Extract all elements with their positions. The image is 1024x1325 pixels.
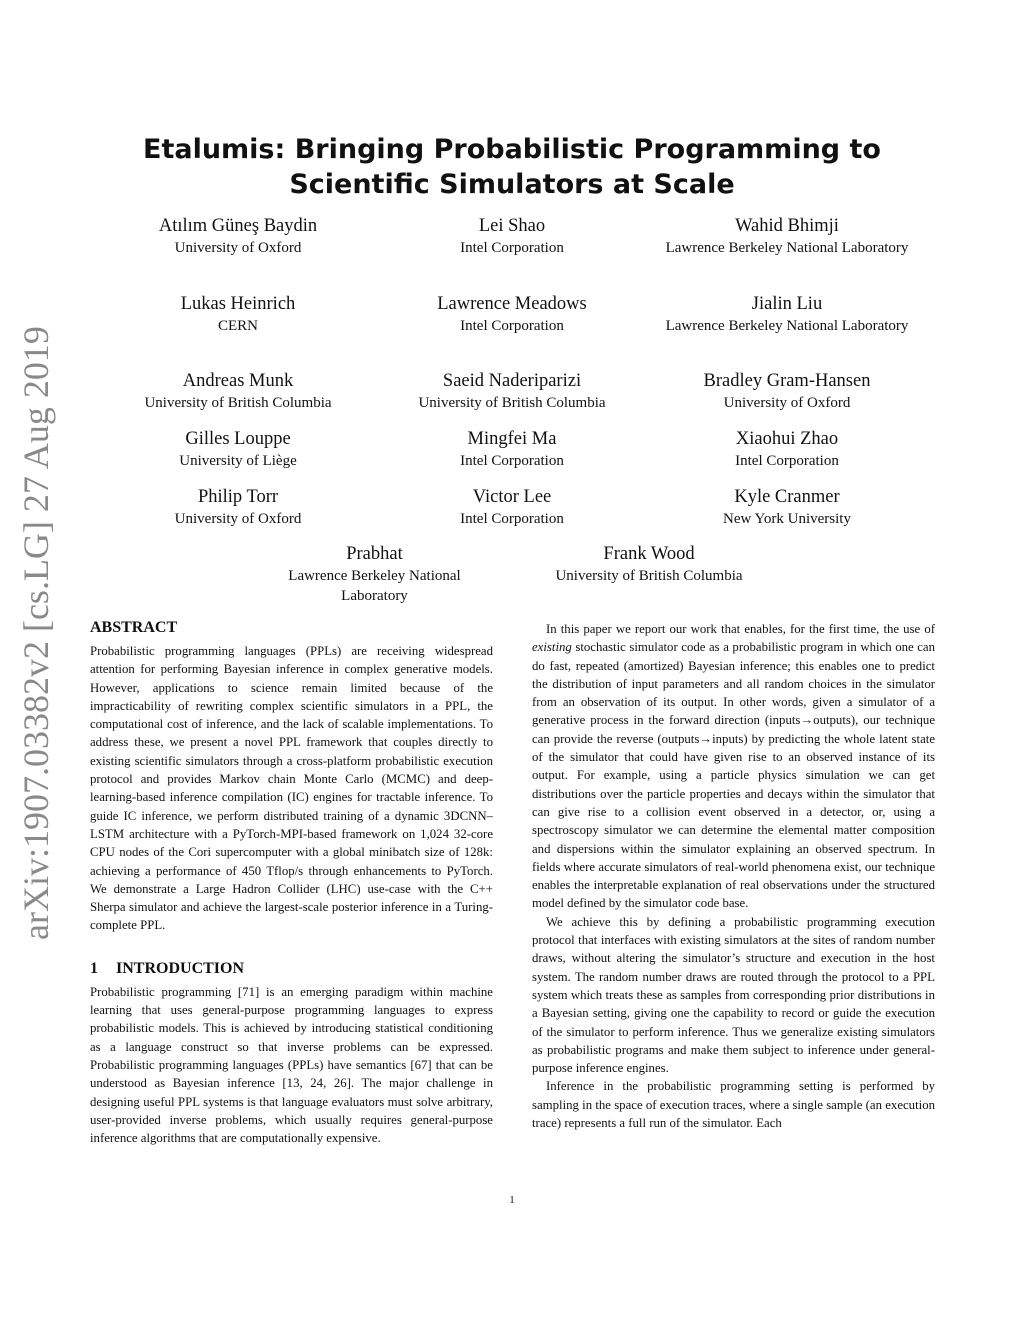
author-name: Prabhat: [346, 544, 403, 564]
author-name: Philip Torr: [197, 487, 279, 507]
author-affiliation: New York University: [723, 511, 851, 527]
author-affiliation: Intel Corporation: [460, 318, 564, 334]
author-name: Frank Wood: [603, 544, 695, 564]
author-name: Gilles Louppe: [185, 429, 291, 449]
author-name: Jialin Liu: [751, 294, 823, 314]
author-affiliation: University of Oxford: [174, 511, 302, 527]
author-affiliation: University of British Columbia: [418, 395, 606, 411]
introduction-text: Probabilistic programming [71] is an emerging paradigm within machine learning that uses general-purpose programming languages to express probabilistic models. This is achieved by introducing statistical conditioning as a language construct so that inverse problems can be expressed. Probabilistic programming languages (PPLs) have semantics [67] that can be understood as Bayesian inference [13, 24, 26]. The major challenge in designing useful PPL systems is that language evaluators must solve arbitrary, user-provided inverse problems, which usually requires general-purpose inference algorithms that are computationally expensive.: [90, 984, 493, 1146]
author-name: Bradley Gram-Hansen: [703, 371, 871, 391]
author-affiliation: University of Oxford: [723, 395, 851, 411]
author-affiliation: University of British Columbia: [144, 395, 332, 411]
section-number: 1: [90, 959, 98, 977]
abstract-heading: ABSTRACT: [90, 619, 178, 636]
author-block: [637, 485, 937, 529]
paragraph: [532, 620, 935, 913]
author-block: [362, 369, 662, 413]
author-affiliation: Intel Corporation: [460, 511, 564, 527]
author-affiliation: University of Liège: [179, 453, 297, 469]
author-name: Victor Lee: [472, 487, 552, 507]
author-block: [637, 427, 937, 471]
author-block: [662, 292, 912, 336]
paragraph: Inference in the probabilistic programming setting is performed by sampling in the space of execution traces, where a single sample (an execution trace) represents a full run of the simulator. Each: [532, 1079, 935, 1131]
author-affiliation: Intel Corporation: [735, 453, 839, 469]
author-affiliation: CERN: [217, 318, 258, 334]
author-affiliation: Intel Corporation: [460, 453, 564, 469]
author-block: [88, 292, 388, 336]
author-block: [88, 485, 388, 529]
author-name: Xiaohui Zhao: [735, 429, 839, 449]
author-affiliation: University of Oxford: [174, 240, 302, 256]
right-column: [532, 620, 935, 1132]
author-block: [88, 369, 388, 413]
author-name: Lukas Heinrich: [180, 294, 296, 314]
author-name: Lawrence Meadows: [437, 294, 587, 314]
author-name: Wahid Bhimji: [735, 216, 839, 236]
author-affiliation: Intel Corporation: [460, 240, 564, 256]
author-affiliation: Lawrence Berkeley National Laboratory: [288, 568, 461, 604]
author-block: [637, 369, 937, 413]
arxiv-identifier-stamp: arXiv:1907.03382v2 [cs.LG] 27 Aug 2019: [16, 326, 56, 940]
paragraph-text: stochastic simulator code as a probabilistic program in which one can do fast, repeated (amortized) Bayesian inference; this enables one to predict the distribution of input parameters and all random choices in the simulator from an observation of its output. In other words, given a simulator of a generative process in the forward direction (inputs→outputs), our technique can provide the reverse (outputs→inputs) by predicting the whole latent state of the simulator that could have given rise to an observed instance of its output. For example, using a particle physics simulation we can get distributions over the particle properties and decays within the simulator that can give rise to a collision event observed in a detector, or, using a spectroscopy simulator we can determine the elemental matter composition and dispersions within the simulator explaining an observed spectrum. In fields where accurate simulators of real-world phenomena exist, our technique enables the interpretable explanation of real observations under the structured model defined by the simulator code base.: [532, 640, 935, 911]
author-name: Saeid Naderiparizi: [442, 371, 582, 391]
paragraph: We achieve this by defining a probabilistic programming execution protocol that interfaces with existing simulators at the sites of random number draws, without altering the simulator’s structure and execution in the host system. The random number draws are routed through the protocol to a PPL system which treats these as samples from corresponding prior distributions in a Bayesian setting, giving one the capability to record or guide the execution of the simulator to perform inference. Thus we generalize existing simulators as probabilistic programs and make them subject to inference under general-purpose inference engines.: [532, 914, 935, 1076]
paper-title: Etalumis: Bringing Probabilistic Programming to Scientific Simulators at Scale: [143, 134, 881, 200]
emphasized-text: existing: [532, 640, 572, 655]
author-block: [362, 292, 662, 336]
author-block: [88, 214, 388, 258]
introduction-heading: [90, 959, 493, 979]
author-block: [362, 485, 662, 529]
author-name: Kyle Cranmer: [734, 487, 840, 507]
author-block: [262, 542, 487, 606]
author-block: [88, 427, 388, 471]
author-block: [499, 542, 799, 586]
author-name: Andreas Munk: [182, 371, 294, 391]
section-title: INTRODUCTION: [116, 959, 245, 977]
author-affiliation: Lawrence Berkeley National Laboratory: [665, 318, 909, 334]
author-name: Mingfei Ma: [467, 429, 557, 449]
author-name: Atılım Güneş Baydin: [158, 216, 318, 236]
left-column: [90, 618, 493, 1147]
author-name: Lei Shao: [478, 216, 546, 236]
abstract-text: Probabilistic programming languages (PPLs) are receiving widespread attention for performing Bayesian inference in complex generative models. However, applications to science remain limited because of the impracticability of rewriting complex scientific simulators in a PPL, the computational cost of inference, and the lack of scalable implementations. To address these, we present a novel PPL framework that couples directly to existing scientific simulators through a cross-platform probabilistic execution protocol and provides Markov chain Monte Carlo (MCMC) and deep-learning-based inference compilation (IC) engines for tractable inference. To guide IC inference, we perform distributed training of a dynamic 3DCNN–LSTM architecture with a PyTorch-MPI-based framework on 1,024 32-core CPU nodes of the Cori supercomputer with a global minibatch size of 128k: achieving a performance of 450 Tflop/s through enhancements to PyTorch. We demonstrate a Large Hadron Collider (LHC) use-case with the C++ Sherpa simulator and achieve the largest-scale posterior inference in a Turing-complete PPL.: [90, 644, 493, 933]
page-number: 1: [509, 1194, 515, 1206]
author-block: [362, 427, 662, 471]
author-affiliation: University of British Columbia: [555, 568, 743, 584]
author-affiliation: Lawrence Berkeley National Laboratory: [665, 240, 909, 256]
author-block: [362, 214, 662, 258]
author-block: [662, 214, 912, 258]
paragraph-text: In this paper we report our work that enables, for the first time, the use of: [546, 622, 935, 636]
